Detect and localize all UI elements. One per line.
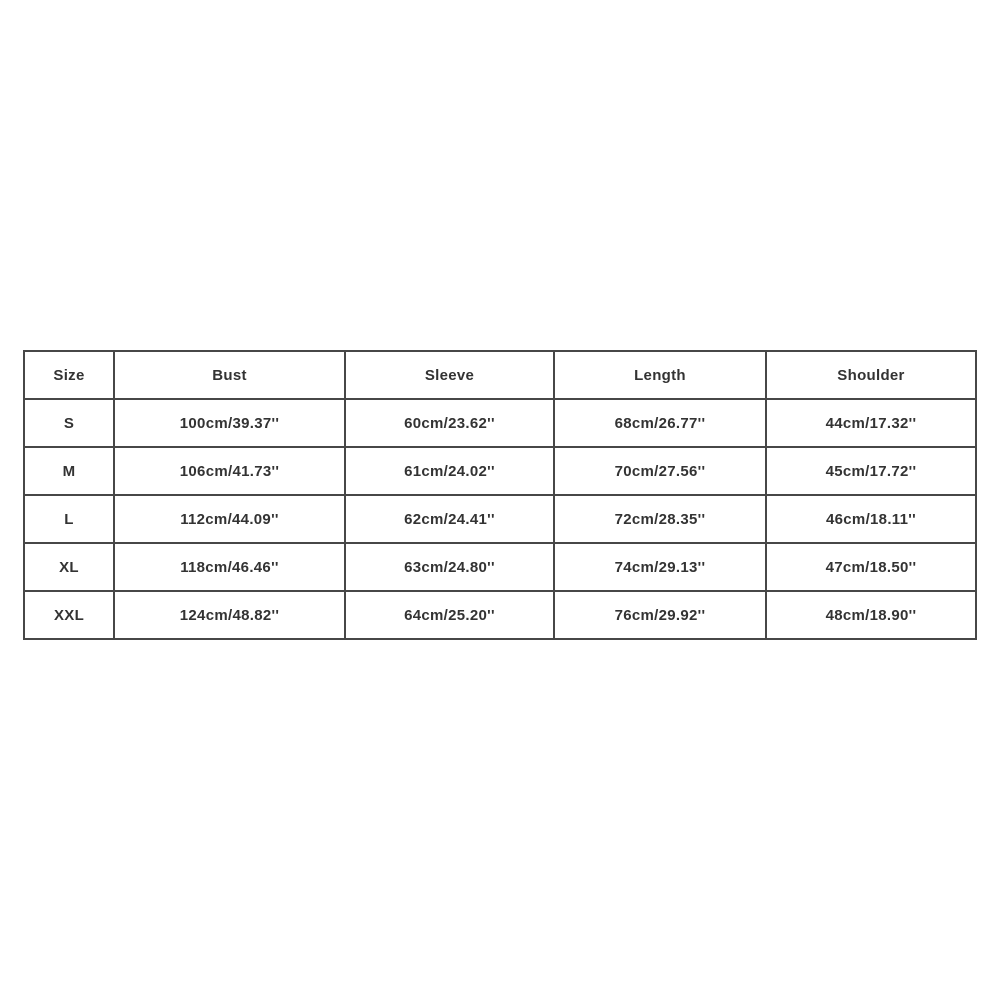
table-row-xl [24,543,976,591]
cell-bust-m: 106cm/41.73'' [114,447,345,495]
cell-length-s: 68cm/26.77'' [554,399,766,447]
size-chart-table [23,350,977,640]
cell-size-xxl: XXL [24,591,114,639]
cell-shoulder-m: 45cm/17.72'' [766,447,976,495]
cell-sleeve-l: 62cm/24.41'' [345,495,554,543]
table-row-s [24,399,976,447]
cell-sleeve-xxl: 64cm/25.20'' [345,591,554,639]
cell-length-xxl: 76cm/29.92'' [554,591,766,639]
cell-shoulder-s: 44cm/17.32'' [766,399,976,447]
table-row-l [24,495,976,543]
cell-size-s: S [24,399,114,447]
cell-bust-s: 100cm/39.37'' [114,399,345,447]
column-header-length: Length [554,351,766,399]
cell-sleeve-s: 60cm/23.62'' [345,399,554,447]
header-row [24,351,976,399]
cell-bust-l: 112cm/44.09'' [114,495,345,543]
cell-bust-xxl: 124cm/48.82'' [114,591,345,639]
cell-shoulder-l: 46cm/18.11'' [766,495,976,543]
cell-sleeve-m: 61cm/24.02'' [345,447,554,495]
table-row-m [24,447,976,495]
cell-length-l: 72cm/28.35'' [554,495,766,543]
cell-size-l: L [24,495,114,543]
cell-length-xl: 74cm/29.13'' [554,543,766,591]
cell-size-m: M [24,447,114,495]
column-header-bust: Bust [114,351,345,399]
cell-shoulder-xxl: 48cm/18.90'' [766,591,976,639]
cell-sleeve-xl: 63cm/24.80'' [345,543,554,591]
cell-bust-xl: 118cm/46.46'' [114,543,345,591]
column-header-shoulder: Shoulder [766,351,976,399]
cell-shoulder-xl: 47cm/18.50'' [766,543,976,591]
cell-size-xl: XL [24,543,114,591]
cell-length-m: 70cm/27.56'' [554,447,766,495]
table-row-xxl [24,591,976,639]
column-header-size: Size [24,351,114,399]
column-header-sleeve: Sleeve [345,351,554,399]
